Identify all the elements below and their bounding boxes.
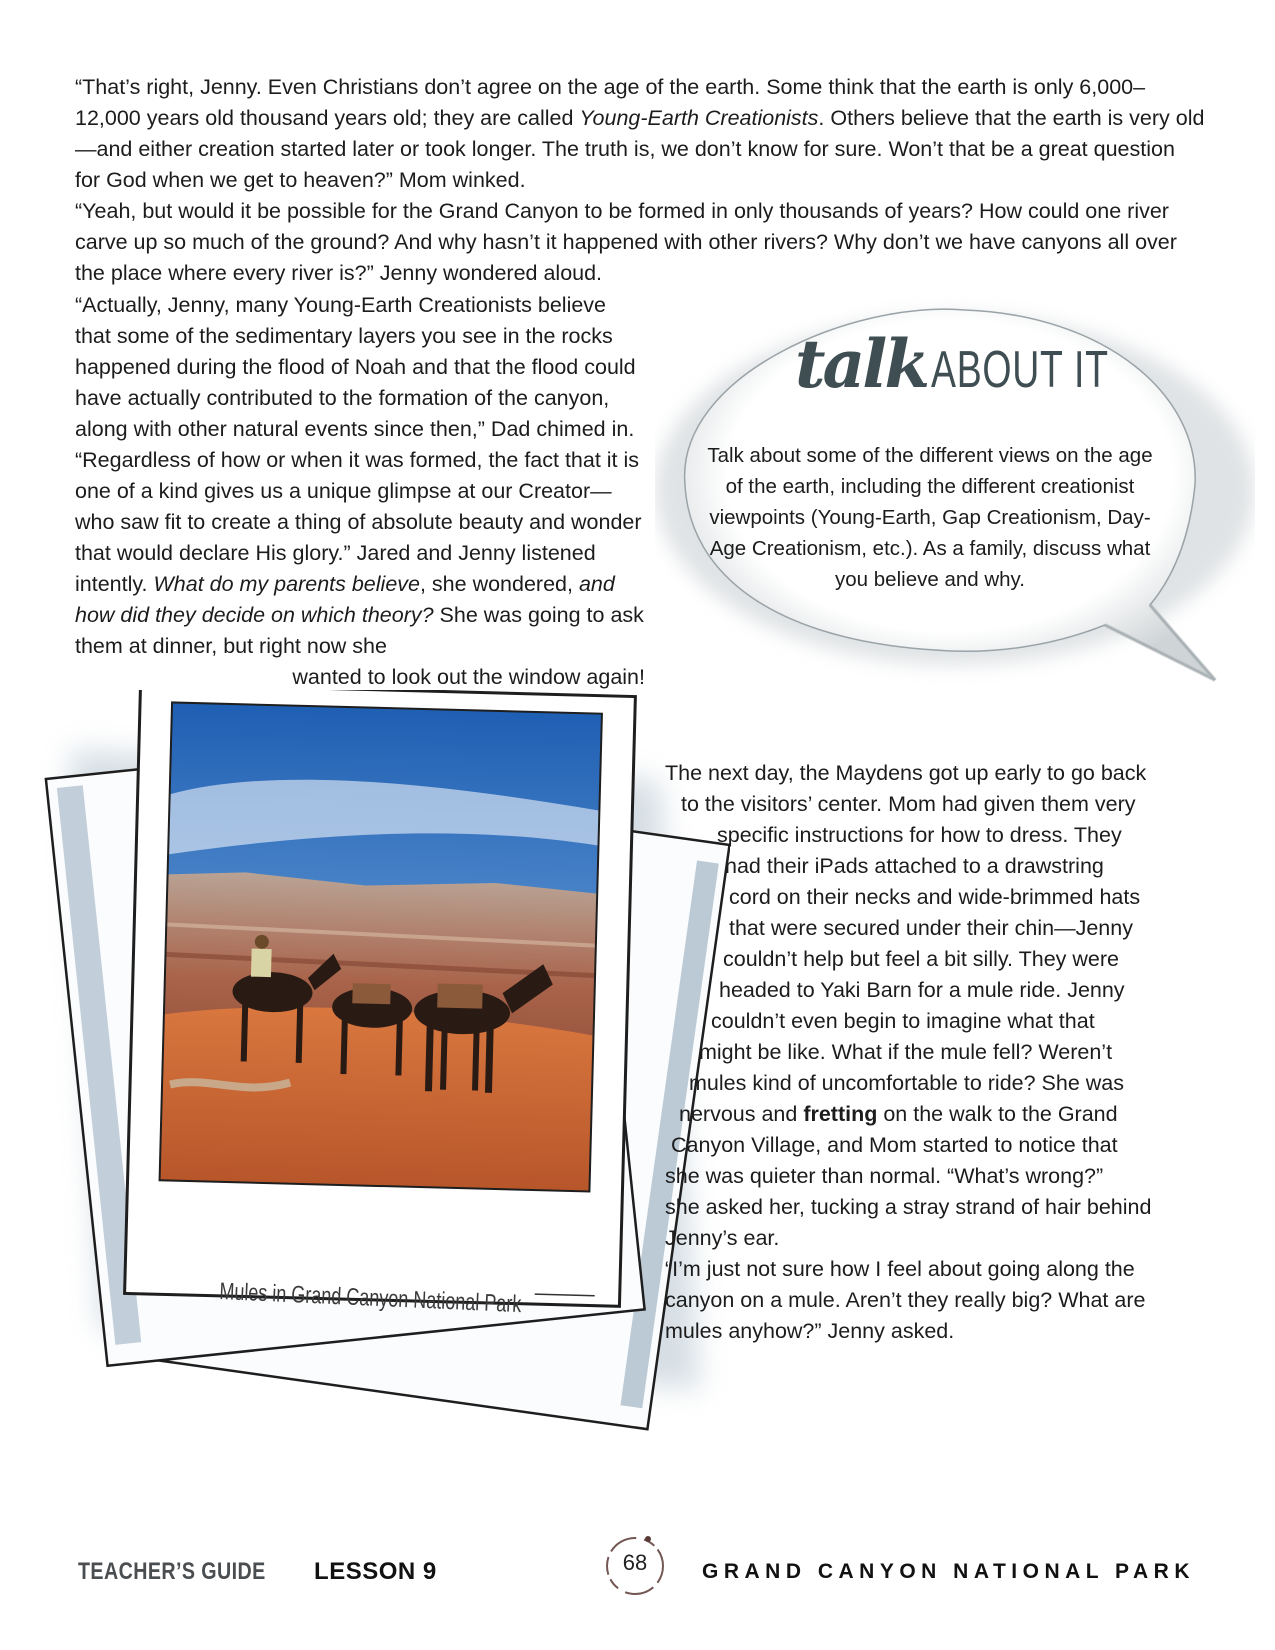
italic-thought: What do my parents believe: [153, 572, 420, 596]
talk-caps-word: ABOUT IT: [931, 341, 1109, 399]
text-line: to the visitors’ center. Mom had given them very: [681, 792, 1136, 816]
text-line: Jenny’s ear.: [665, 1226, 780, 1250]
text-line: had their iPads attached to a drawstring: [725, 854, 1104, 878]
text-run: . Others believe that the earth is very old—and either creation started later or took longer. The truth is, we don’t know for sure. Won’t that be a great question for God when we get to heaven?” Mom winked.: [75, 106, 1205, 192]
text-run: nervous and: [679, 1102, 804, 1126]
text-line: specific instructions for how to dress. They: [717, 823, 1122, 847]
talk-about-it-heading: [795, 325, 1178, 403]
text-line: mules kind of uncomfortable to ride? She was: [689, 1071, 1125, 1095]
text-line: that were secured under their chin—Jenny: [729, 916, 1133, 940]
talk-script-word: talk: [795, 325, 928, 403]
photo-caption: Mules in Grand Canyon National Park: [218, 1278, 522, 1319]
photo-stack: [40, 690, 730, 1450]
text-line: she was quieter than normal. “What’s wrong?”: [665, 1164, 1104, 1188]
text-line: Canyon Village, and Mom started to notice that: [671, 1133, 1118, 1157]
paragraph-next-day: [665, 758, 1185, 1347]
text-run: “Actually, Jenny, many Young-Earth Creationists believe that some of the sedimentary layers you see in the rocks happened during the flood of Noah and that the flood could have actually contributed to the formation of the canyon, along with other natural events since then,” Dad chimed in. “Regardless of how or when it was formed, the fact that it is one of a kind gives us a unique glimpse at our Creator—who saw fit to create a thing of absolute beauty and wonder that would declare His glory.” Jared and Jenny listened intently.: [75, 293, 642, 596]
page-number-badge: [600, 1530, 670, 1600]
text-run: “Yeah, but would it be possible for the Grand Canyon to be formed in only thousands of years? How could one river carve up so much of the ground? And why hasn’t it happened with other rivers? Why don’t we have canyons all over the place where every river is?” Jenny wondered aloud.: [75, 199, 1177, 285]
text-run: wanted to look out the window again!: [292, 665, 645, 689]
paragraph-dad: [75, 290, 645, 693]
footer-lesson: LESSON 9: [314, 1558, 437, 1585]
text-line: The next day, the Maydens got up early to go back: [665, 761, 1147, 785]
talk-about-it-text: Talk about some of the different views on the age of the earth, including the different creationist viewpoints (Young-Earth, Gap Creationism, Day-Age Creationism, etc.). As a family, discuss what you believe and why.: [707, 444, 1153, 591]
text-run: , she wondered,: [419, 572, 579, 596]
paragraph-opening: [75, 72, 1205, 289]
page-number: 68: [622, 1550, 648, 1575]
text-run: “That’s right, Jenny. Even Christians don’t agree on the age of the earth. Some think that the earth is only 6,000–12,000 years old thousand years old; they are called: [75, 75, 1146, 130]
italic-thought: and how did they decide on which theory?: [75, 572, 615, 627]
mules-photo-illustration: [40, 690, 730, 1450]
text-line: [665, 1099, 1185, 1130]
bold-term: fretting: [803, 1102, 878, 1126]
footer-guide: TEACHER’S GUIDE: [78, 1558, 266, 1585]
text-line: mules anyhow?” Jenny asked.: [665, 1319, 955, 1343]
text-line: couldn’t help but feel a bit silly. They were: [723, 947, 1119, 971]
footer-park-name: GRAND CANYON NATIONAL PARK: [702, 1560, 1195, 1583]
text-run: She was going to ask them at dinner, but right now she: [75, 603, 644, 658]
italic-term: Young-Earth Creationists: [579, 106, 819, 130]
text-line: canyon on a mule. Aren’t they really big? What are: [665, 1288, 1146, 1312]
text-line: couldn’t even begin to imagine what that: [711, 1009, 1095, 1033]
text-line: cord on their necks and wide-brimmed hats: [729, 885, 1141, 909]
text-line: headed to Yaki Barn for a mule ride. Jenny: [719, 978, 1125, 1002]
text-run: on the walk to the Grand: [877, 1102, 1118, 1126]
footer-lesson-label: [78, 1558, 437, 1586]
text-line: “I’m just not sure how I feel about going along the: [665, 1257, 1135, 1281]
text-line: she asked her, tucking a stray strand of hair behind: [665, 1195, 1152, 1219]
text-line: might be like. What if the mule fell? Weren’t: [699, 1040, 1113, 1064]
